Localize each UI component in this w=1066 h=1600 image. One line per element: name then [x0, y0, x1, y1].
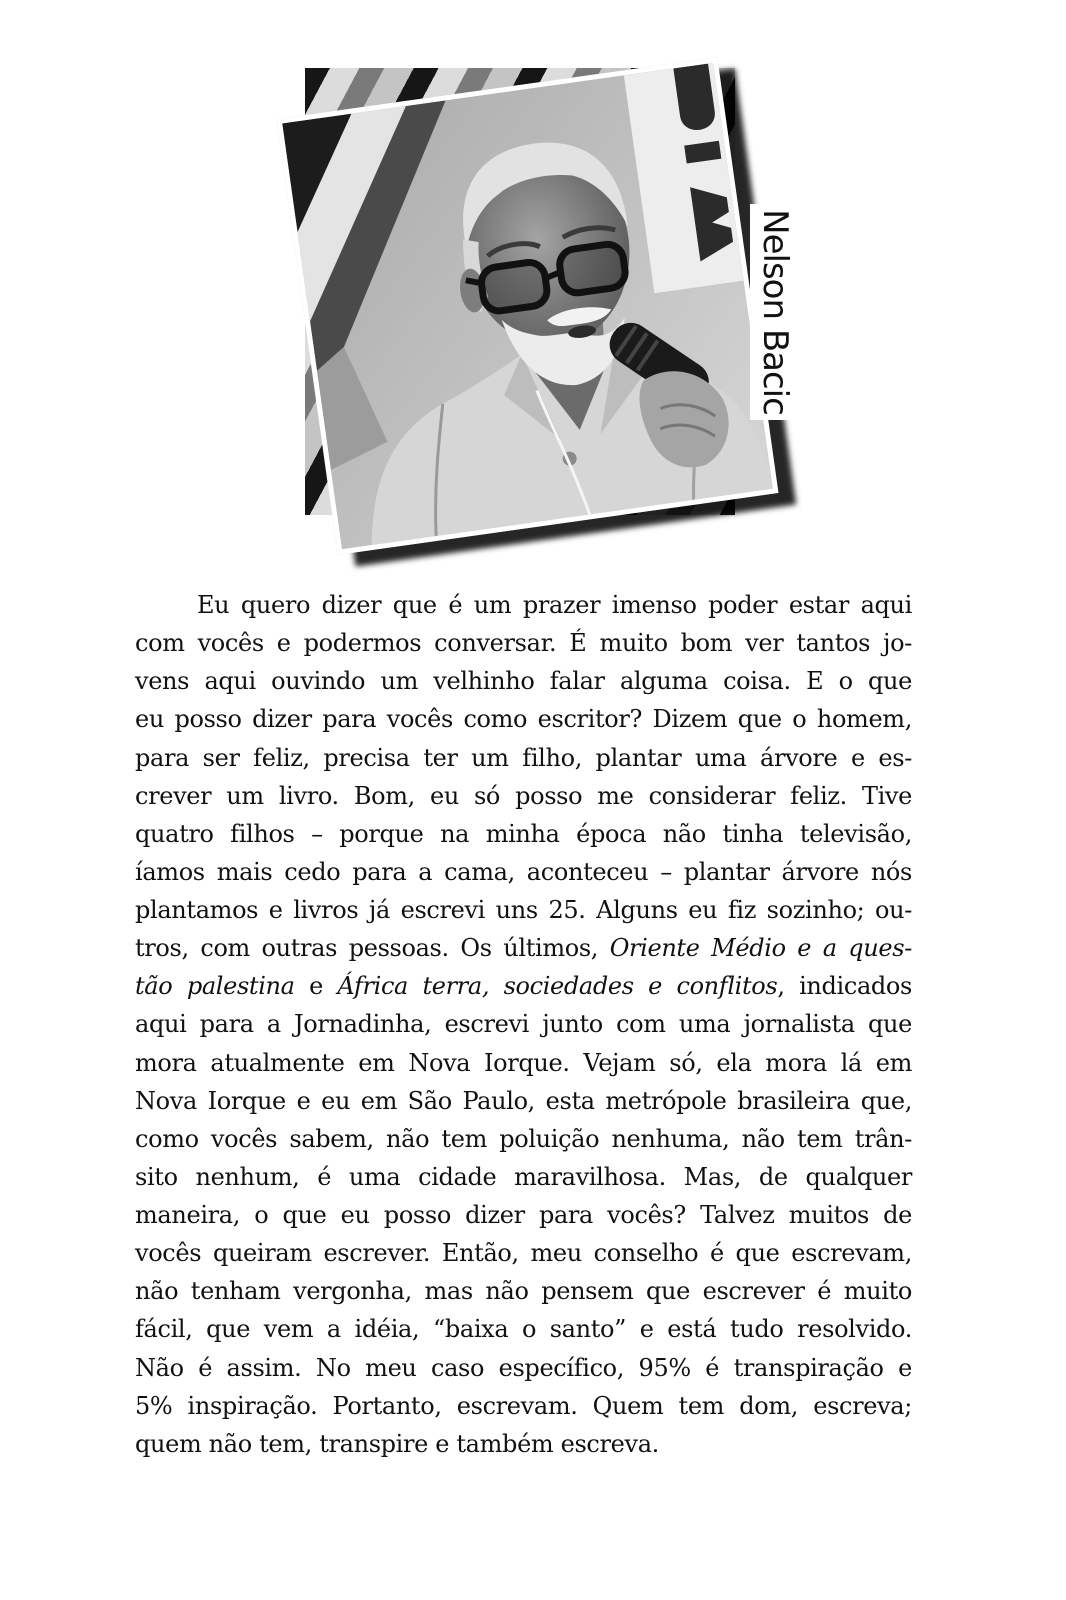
- portrait-illustration: [282, 63, 773, 549]
- book-title: Oriente Médio e a ques-: [609, 934, 912, 963]
- photo-caption: Nelson Bacic: [750, 204, 800, 420]
- text-line: maneira, o que eu posso dizer para vocês? Talvez muitos de: [135, 1201, 912, 1229]
- text-line: quatro filhos – porque na minha época não tinha televisão,: [135, 819, 912, 848]
- text-line: vens aqui ouvindo um velhinho falar alguma coisa. E o que: [135, 667, 912, 696]
- text-line: com vocês e podermos conversar. É muito bom ver tantos jo-: [135, 629, 912, 658]
- text-line: vocês queiram escrever. Então, meu conselho é que escrevam,: [135, 1239, 912, 1268]
- text-segment: tros, com outras pessoas. Os últimos,: [135, 934, 610, 963]
- text-line: [135, 967, 912, 1005]
- text-line: íamos mais cedo para a cama, aconteceu – plantar árvore nós: [135, 857, 912, 886]
- text-line: [135, 929, 912, 967]
- text-line: não tenham vergonha, mas não pensem que escrever é muito: [135, 1277, 912, 1306]
- text-line: sito nenhum, é uma cidade maravilhosa. Mas, de qualquer: [135, 1162, 912, 1191]
- book-title: tão palestina: [135, 972, 295, 1001]
- text-line: quem não tem, transpire e também escreva.: [135, 1429, 659, 1458]
- text-line: Eu quero dizer que é um prazer imenso poder estar aqui: [197, 591, 912, 619]
- body-text: [135, 586, 912, 1463]
- text-line: fácil, que vem a idéia, “baixa o santo” e está tudo resolvido.: [135, 1315, 912, 1344]
- text-line: Não é assim. No meu caso específico, 95% é transpiração e: [135, 1353, 912, 1382]
- text-segment: e: [294, 972, 338, 1001]
- text-line: aqui para a Jornadinha, escrevi junto com uma jornalista que: [135, 1010, 912, 1039]
- text-line: Nova Iorque e eu em São Paulo, esta metrópole brasileira que,: [135, 1086, 912, 1115]
- text-line: mora atualmente em Nova Iorque. Vejam só, ela mora lá em: [135, 1048, 912, 1077]
- author-photo: [276, 57, 778, 555]
- text-line: para ser feliz, precisa ter um filho, plantar uma árvore e es-: [135, 743, 912, 772]
- text-line: eu posso dizer para vocês como escritor? Dizem que o homem,: [135, 705, 912, 734]
- text-line: como vocês sabem, não tem poluição nenhuma, não tem trân-: [135, 1124, 912, 1153]
- text-line: 5% inspiração. Portanto, escrevam. Quem tem dom, escreva;: [135, 1391, 912, 1420]
- text-segment: , indicados: [777, 972, 912, 1001]
- text-line: crever um livro. Bom, eu só posso me considerar feliz. Tive: [135, 781, 912, 810]
- text-line: plantamos e livros já escrevi uns 25. Alguns eu fiz sozinho; ou-: [135, 896, 912, 924]
- book-title: África terra, sociedades e conflitos: [337, 972, 778, 1001]
